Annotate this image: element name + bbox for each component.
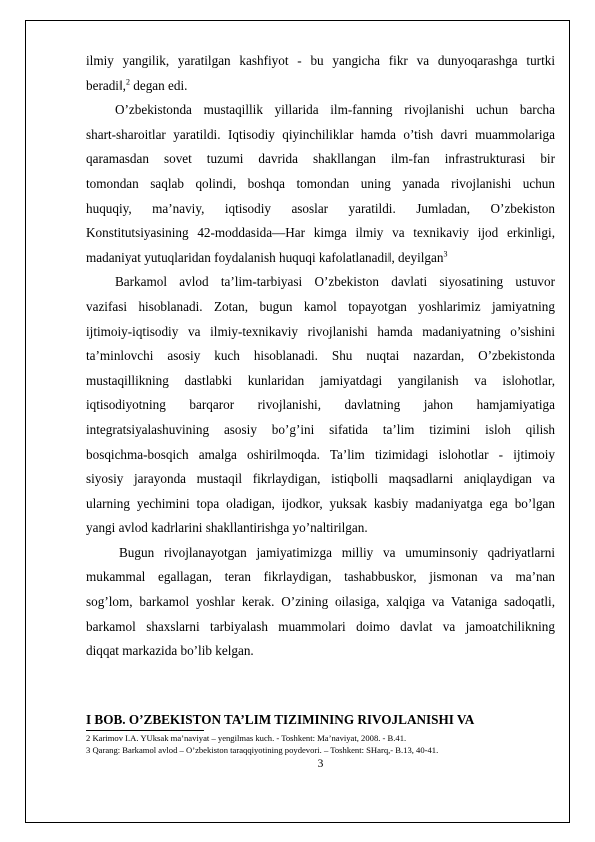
text-fragment: madaniyat yutuqlaridan foydalanish huquqi kafolatlanadi‖, deyilgan [86, 249, 444, 265]
page-number: 3 [317, 758, 324, 770]
text-fragment: degan edi. [129, 77, 188, 93]
text-line: O’zbekistonda mustaqillik yillarida ilm-fanning rivojlanishi uchun barcha [115, 102, 555, 118]
text-line: ta’minlovchi asosiy kuch hisoblanadi. Shu nuqtai nazardan, O’zbekistonda [86, 348, 555, 364]
text-line: iqtisodiyotning barqaror rivojlanishi, davlatning jahon hamjamiyatiga [86, 397, 555, 413]
footnote-separator [86, 730, 204, 731]
text-line: qaramasdan sovet tuzumi davrida shakllangan ilm-fan infrastrukturasi bir [86, 151, 555, 167]
text-line: ularning yechimini topa oladigan, ijodkor, yuksak kasbiy madaniyatga ega bo’lgan [86, 495, 555, 511]
text-line: vazifasi hisoblanadi. Zotan, bugun kamol topayotgan yoshlarimiz jamiyatning [86, 298, 555, 314]
text-line: diqqat markazida bo’lib kelgan. [86, 643, 254, 659]
text-line: yangi avlod kadrlarini shakllantirishga yo’naltirilgan. [86, 520, 368, 536]
text-fragment: beradi‖, [86, 77, 126, 93]
text-line: shart-sharoitlar yaratildi. Iqtisodiy qiyinchiliklar hamda o’tish davri muammolariga [86, 126, 555, 142]
footnote-ref: 2 [125, 77, 130, 87]
text-line [86, 246, 555, 271]
body-text [86, 49, 555, 664]
text-line: mukammal egallagan, teran fikrlaydigan, tashabbuskor, jismonan va ma’nan [86, 569, 555, 585]
footnote-ref: 3 [443, 249, 448, 259]
text-line: ilmiy yangilik, yaratilgan kashfiyot - bu yangicha fikr va dunyoqarashga turtki [86, 53, 555, 68]
footnote: 2 Karimov I.A. YUksak ma’naviyat – yengilmas kuch. - Toshkent: Ma’naviyat, 2008. - B.41. [86, 733, 407, 743]
text-line: bosqichma-bosqich amalga oshirilmoqda. Ta’lim tizimidagi islohotlar - ijtimoiy [86, 446, 555, 462]
text-line: integratsiyalashuvining asosiy bo’g’ini sifatida ta’lim tizimini isloh qilish [86, 421, 555, 437]
chapter-heading: I BOB. O’ZBEKISTON TA’LIM TIZIMINING RIVOJLANISHI VA [86, 712, 475, 727]
text-line [86, 74, 555, 99]
text-line: tomondan saqlab qolindi, boshqa tomondan uning yanada rivojlanishi uchun [86, 175, 555, 191]
text-line: sog’lom, barkamol yoshlar kerak. O’zining oilasiga, xalqiga va Vataniga sadoqatli, [86, 594, 555, 610]
text-line: siyosiy jarayonda mustaqil fikrlaydigan, istiqbolli maqsadlarni aniqlaydigan va [86, 471, 555, 487]
text-line: Barkamol avlod ta’lim-tarbiyasi O’zbekiston davlati siyosatining ustuvor [115, 274, 555, 290]
text-line: barkamol shaxslarni tarbiyalash muammolari doimo davlat va jamoatchilikning [86, 618, 555, 634]
text-line: Bugun rivojlanayotgan jamiyatimizga milliy va umuminsoniy qadriyatlarni [119, 544, 555, 560]
text-line: huquqiy, ma’naviy, iqtisodiy asoslar yaratildi. Jumladan, O’zbekiston [86, 200, 555, 216]
text-line: Konstitutsiyasining 42-moddasida—Har kimga ilmiy va texnikaviy ijod erkinligi, [86, 225, 555, 241]
footnote: 3 Qarang: Barkamol avlod – O’zbekiston taraqqiyotining poydevori. – Toshkent: SHarq,- B.13, 40-41. [86, 745, 439, 755]
text-line: ijtimoiy-iqtisodiy va ilmiy-texnikaviy rivojlanishi hamda madaniyatning o’sishini [86, 323, 555, 339]
text-line: mustaqillikning dastlabki kunlaridan jamiyatdagi yangilanish va islohotlar, [86, 372, 555, 388]
